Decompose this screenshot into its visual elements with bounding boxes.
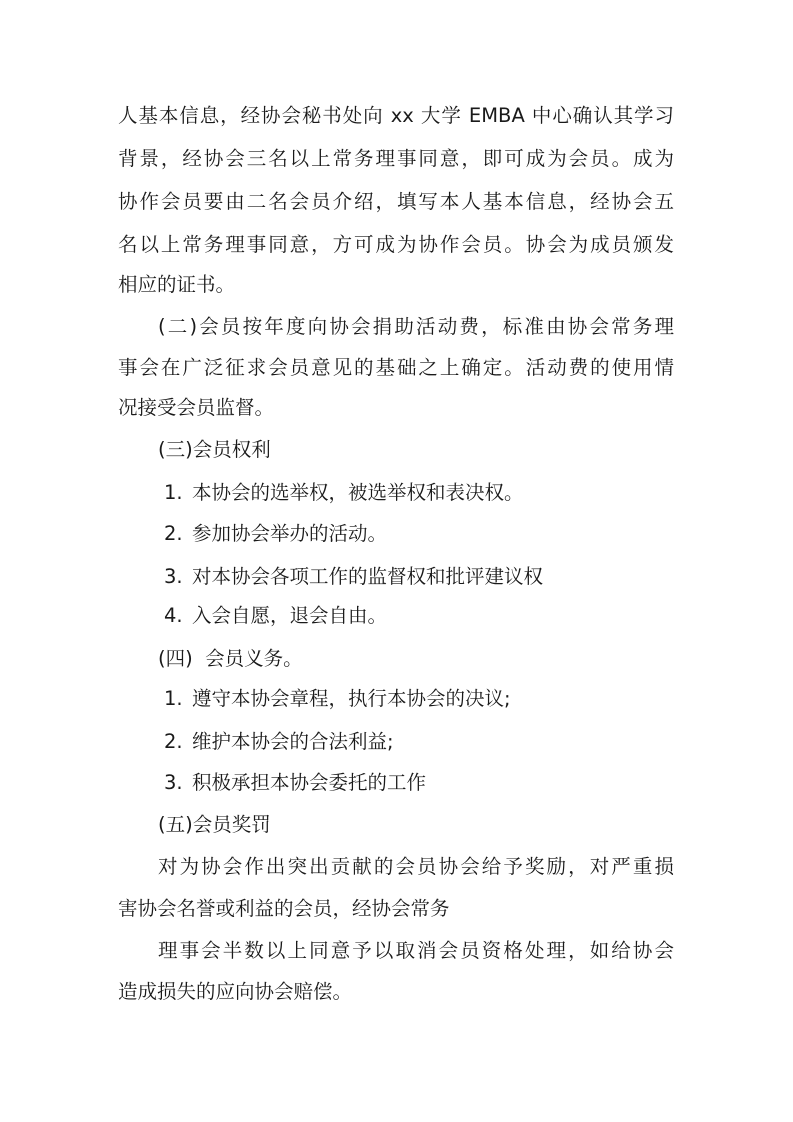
list-item <box>164 562 674 592</box>
paragraph-line: 造成损失的应向协会赔偿。 <box>118 980 353 1003</box>
list-number: 4. <box>164 604 183 627</box>
list-text: 对本协会各项工作的监督权和批评建议权 <box>192 565 544 588</box>
paragraph-line: 害协会名誉或利益的会员，经协会常务 <box>118 897 450 920</box>
list-text: 维护本协会的合法利益; <box>192 730 394 753</box>
list-item <box>164 601 674 631</box>
list-number: 3. <box>164 565 183 588</box>
list-item <box>164 519 674 549</box>
section-heading: (三)会员权利 <box>158 438 271 461</box>
paragraph-line: 况接受会员监督。 <box>118 396 275 419</box>
list-number: 3. <box>164 771 183 794</box>
list-item <box>164 684 674 714</box>
paragraph-line: 协作会员要由二名会员介绍，填写本人基本信息，经协会五 <box>118 190 674 213</box>
list-text: 本协会的选举权，被选举权和表决权。 <box>192 481 524 504</box>
list-item <box>164 768 674 798</box>
paragraph-line: 名以上常务理事同意，方可成为协作会员。协会为成员颁发 <box>118 233 674 256</box>
paragraph-line: 相应的证书。 <box>118 273 236 296</box>
paragraph-line: 人基本信息，经协会秘书处向 xx 大学 EMBA 中心确认其学习 <box>118 104 674 127</box>
section-heading: (五)会员奖罚 <box>158 813 271 836</box>
list-number: 2. <box>164 730 183 753</box>
list-number: 1. <box>164 687 183 710</box>
list-number: 2. <box>164 522 183 545</box>
paragraph-line: 背景，经协会三名以上常务理事同意，即可成为会员。成为 <box>118 147 674 170</box>
paragraph-line: 理事会半数以上同意予以取消会员资格处理，如给协会 <box>158 939 674 962</box>
list-item <box>164 727 674 757</box>
list-text: 入会自愿，退会自由。 <box>192 604 388 627</box>
paragraph-line: (二)会员按年度向协会捐助活动费，标准由协会常务理 <box>158 315 674 338</box>
section-heading: (四) 会员义务。 <box>158 647 303 670</box>
paragraph-line: 对为协会作出突出贡献的会员协会给予奖励，对严重损 <box>158 855 674 878</box>
list-text: 遵守本协会章程，执行本协会的决议; <box>192 687 511 710</box>
list-text: 参加协会举办的活动。 <box>192 522 388 545</box>
list-text: 积极承担本协会委托的工作 <box>192 771 427 794</box>
paragraph-line: 事会在广泛征求会员意见的基础之上确定。活动费的使用情 <box>118 356 674 379</box>
list-item <box>164 478 674 508</box>
list-number: 1. <box>164 481 183 504</box>
